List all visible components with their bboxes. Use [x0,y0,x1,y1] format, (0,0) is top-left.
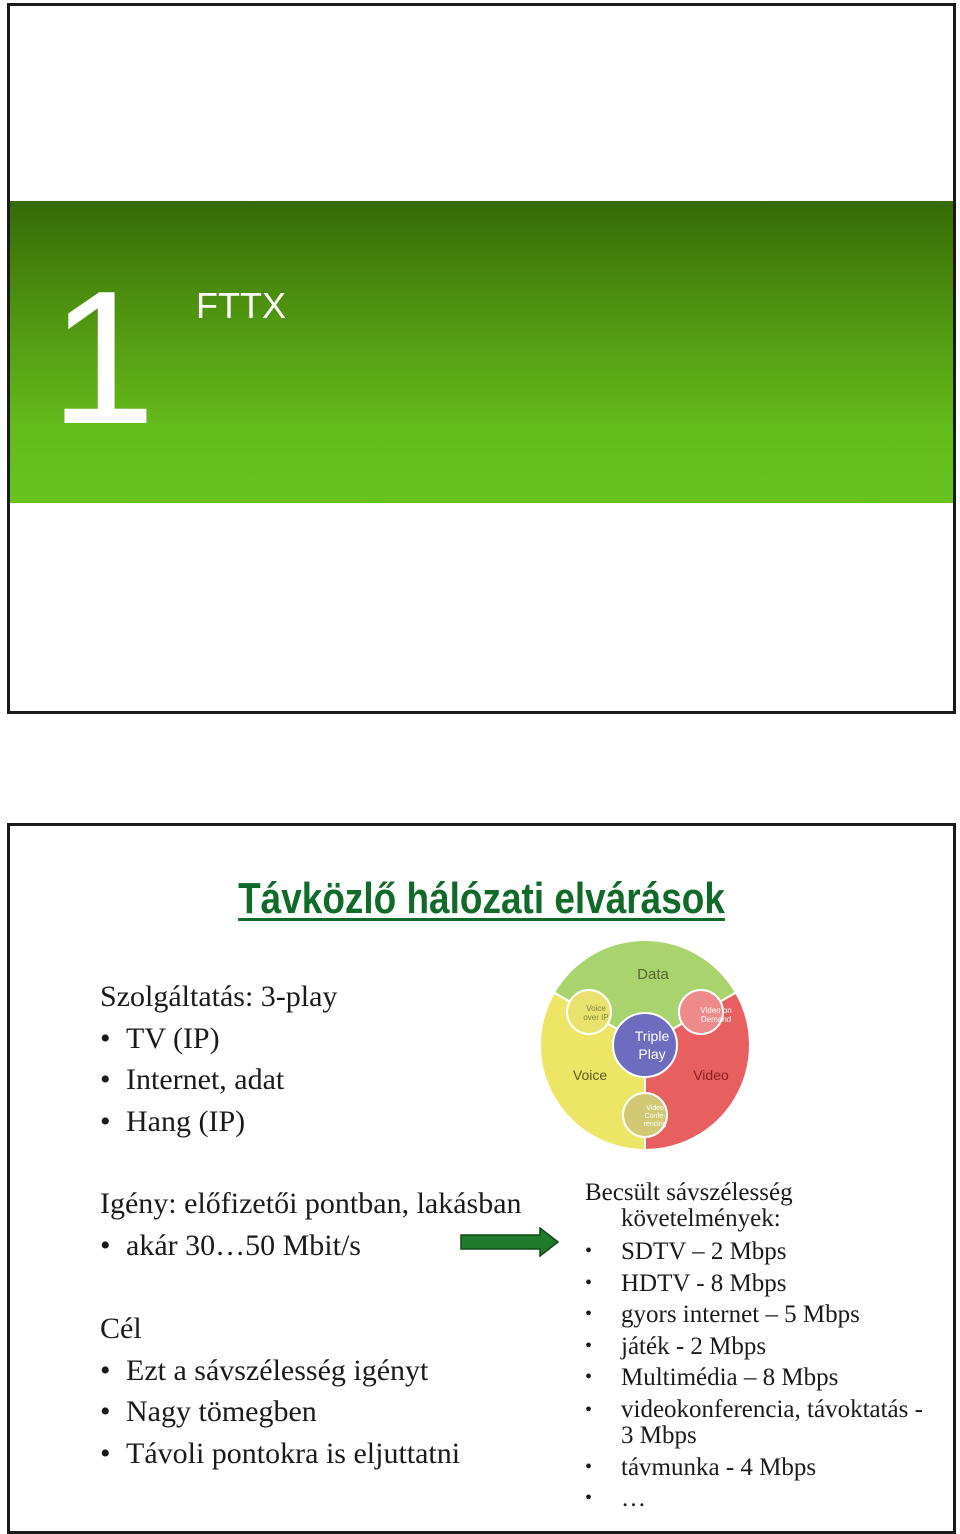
bandwidth-list [585,1236,923,1515]
arrow-right-icon [460,1227,560,1257]
services-heading: Szolgáltatás: 3-play [100,980,338,1013]
bandwidth-heading-line-2: követelmények: [621,1205,781,1232]
center-label-1: Triple [634,1028,670,1044]
vc-label-1: Video [646,1105,664,1112]
vc-label-2: Confe- [644,1113,666,1120]
services-block [100,976,337,1142]
list-item: • SDTV – 2 Mbps [585,1236,923,1268]
slide-title: FTTX [196,285,286,326]
demand-heading: Igény: előfizetői pontban, lakásban [100,1187,522,1220]
list-item: • Ezt a sávszélesség igényt [100,1350,460,1392]
list-item: • Multimédia – 8 Mbps [585,1362,923,1394]
list-item: • Hang (IP) [100,1101,337,1143]
list-item: • akár 30…50 Mbit/s [100,1225,522,1267]
slide-title: Távközlő hálózati elvárások [238,874,725,923]
list-item: • Internet, adat [100,1059,337,1101]
list-item: • HDTV - 8 Mbps [585,1268,923,1300]
list-item-continuation: 3 Mbps [621,1421,697,1449]
voice-label: Voice [572,1067,608,1083]
vod-label-1: Video on [700,1006,732,1015]
vc-label-3: rencing [643,1121,667,1128]
list-item: • … [585,1483,923,1515]
content-slide [7,823,956,1534]
bandwidth-heading-line-1: Becsült sávszélesség [585,1179,793,1206]
list-item: • videokonferencia, távoktatás - [585,1397,923,1423]
triple-play-diagram [540,941,760,1151]
list-item: • TV (IP) [100,1018,337,1060]
video-label: Video [693,1067,729,1083]
data-label: Data [637,966,669,983]
slide-number: 1 [50,252,156,464]
bandwidth-heading [585,1180,793,1232]
vod-label-2: Demand [700,1015,732,1024]
center-label-2: Play [638,1046,666,1062]
list-item: • Nagy tömegben [100,1391,460,1433]
title-band [10,201,953,503]
list-item: • Távoli pontokra is eljuttatni [100,1433,460,1475]
demand-block [100,1183,522,1266]
title-slide [7,3,956,714]
list-item: • távmunka - 4 Mbps [585,1452,923,1484]
voip-label-1: Voice [586,1004,606,1013]
center-circle [613,1013,677,1077]
list-item: • játék - 2 Mbps [585,1331,923,1363]
list-item: • gyors internet – 5 Mbps [585,1299,923,1331]
voip-label-2: over IP [583,1013,609,1022]
goal-block [100,1308,460,1474]
goal-heading: Cél [100,1312,142,1345]
